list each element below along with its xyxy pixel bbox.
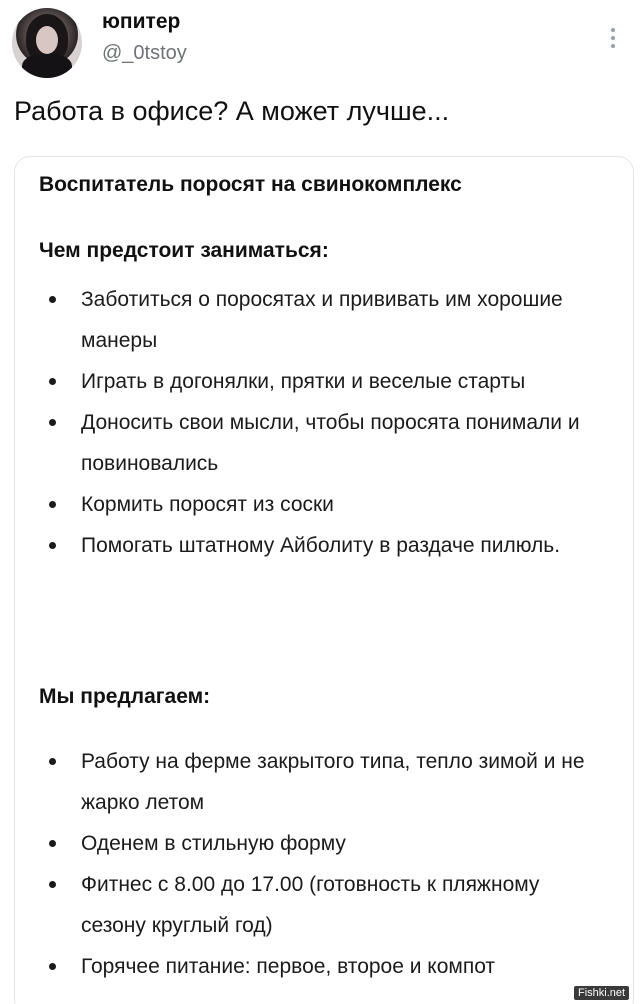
list-item: Играть в догонялки, прятки и веселые старты [39,361,609,402]
duties-title: Чем предстоит заниматься: [39,239,329,262]
list-item: Работу на ферме закрытого типа, тепло зимой и не жарко летом [39,741,609,823]
watermark: Fishki.net [574,986,629,1000]
author-handle[interactable]: @_0tstoy [102,42,187,64]
list-item: Заботиться о поросятах и прививать им хорошие манеры [39,279,609,361]
offers-title: Мы предлагаем: [39,685,211,708]
list-item: Кормить поросят из соски [39,484,609,525]
list-item: Фитнес с 8.00 до 17.00 (готовность к пляжному сезону круглый год) [39,864,609,946]
duties-list [39,279,609,566]
offers-list [39,741,609,987]
list-item: Помогать штатному Айболиту в раздаче пилюль. [39,525,609,566]
job-title: Воспитатель поросят на свинокомплекс [39,173,462,196]
author-name[interactable]: юпитер [102,10,181,33]
avatar-body [22,54,72,78]
list-item: Оденем в стильную форму [39,823,609,864]
avatar[interactable] [12,8,82,78]
post-header [0,0,640,90]
list-item: Доносить свои мысли, чтобы поросята понимали и повиновались [39,402,609,484]
more-vertical-icon[interactable] [606,28,620,52]
post-text: Работа в офисе? А может лучше... [14,96,450,126]
job-card [14,156,634,1004]
avatar-face [36,26,58,54]
list-item: Горячее питание: первое, второе и компот [39,946,609,987]
